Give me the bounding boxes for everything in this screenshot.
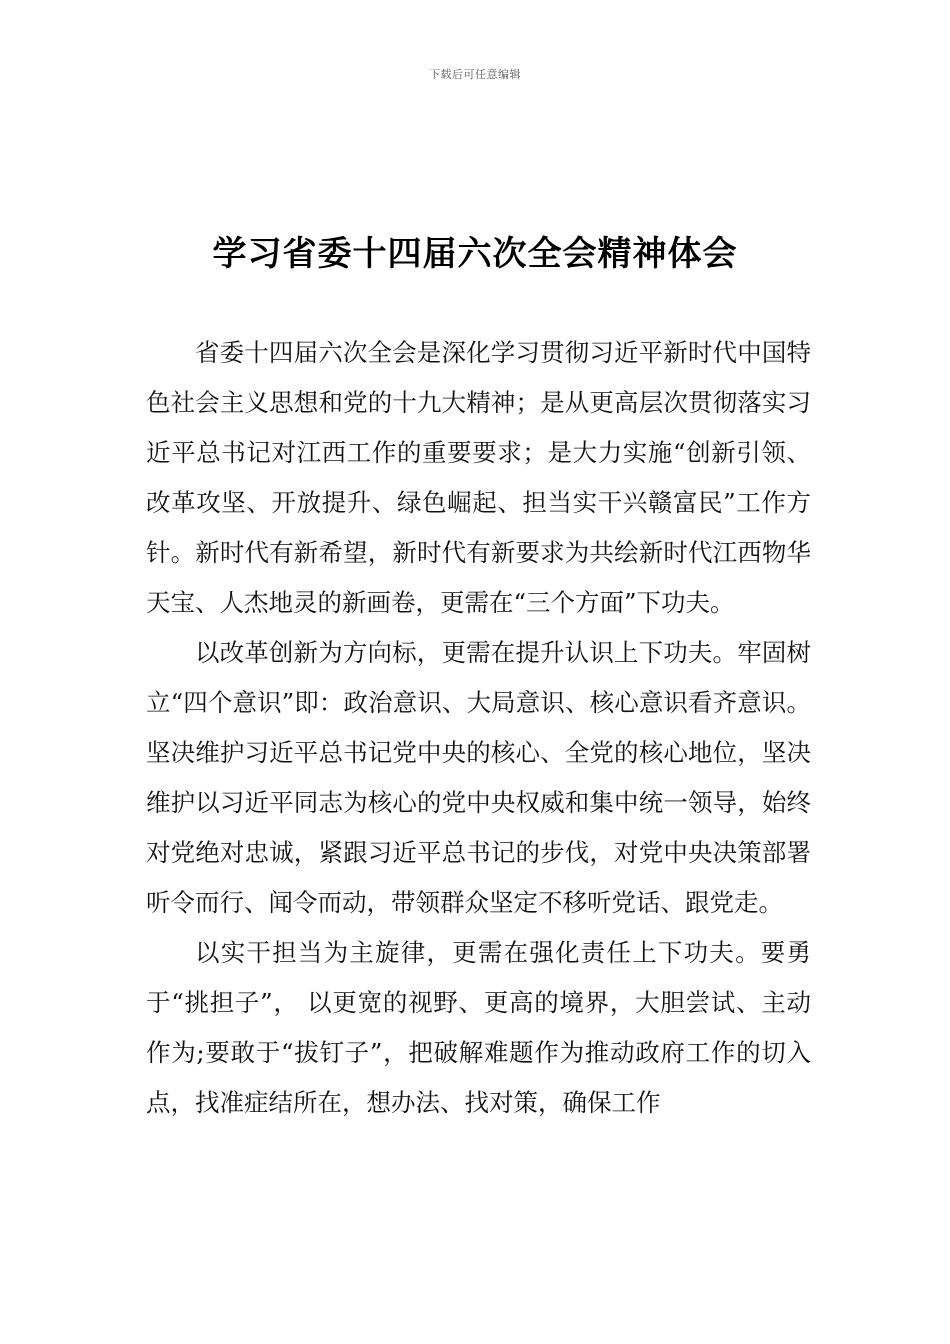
document-body [146,328,811,1128]
document-title: 学习省委十四届六次全会精神体会 [212,234,738,274]
header-note: 下载后可任意编辑 [429,68,521,81]
paragraph-1: 省委十四届六次全会是深化学习贯彻习近平新时代中国特色社会主义思想和党的十九大精神；是从更高层次贯彻落实习近平总书记对江西工作的重要要求；是大力实施“创新引领、改革攻坚、开放提升、绿色崛起、担当实干兴赣富民”工作方针。新时代有新希望，新时代有新要求为共绘新时代江西物华天宝、人杰地灵的新画卷，更需在“三个方面”下功夫。 [146,338,811,617]
paragraph-3: 以实干担当为主旋律，更需在强化责任上下功夫。要勇于“挑担子”， 以更宽的视野、更高的境界，大胆尝试、主动作为;要敢于“拔钉子”，把破解难题作为推动政府工作的切入点，找准症结所在，想办法、找对策，确保工作 [146,938,811,1117]
paragraph-2: 以改革创新为方向标，更需在提升认识上下功夫。牢固树立“四个意识”即：政治意识、大局意识、核心意识看齐意识。坚决维护习近平总书记党中央的核心、全党的核心地位，坚决维护以习近平同志为核心的党中央权威和集中统一领导，始终对党绝对忠诚，紧跟习近平总书记的步伐，对党中央决策部署听令而行、闻令而动，带领群众坚定不移听党话、跟党走。 [146,638,811,917]
